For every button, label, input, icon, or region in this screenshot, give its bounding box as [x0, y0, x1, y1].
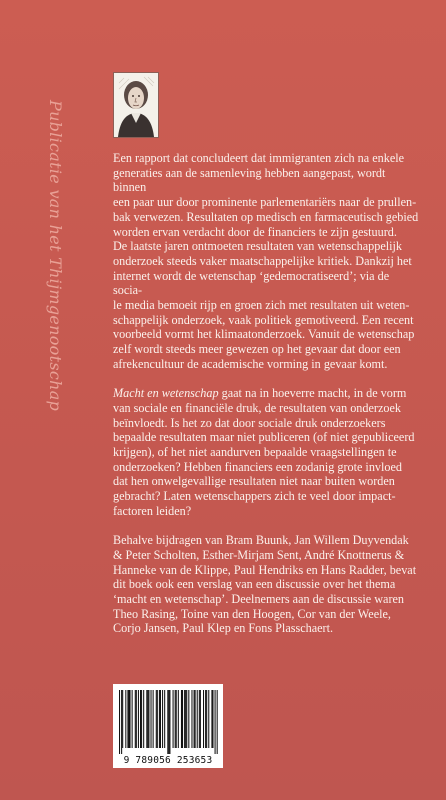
- barcode-bar: [132, 690, 133, 748]
- text-line: voorbeeld vormt het klimaatonderzoek. Vanuit de wetenschap: [113, 327, 415, 342]
- barcode-bar: [146, 690, 147, 748]
- text-line: le media bemoeit rijp en groen zich met resultaten uit weten-: [113, 298, 410, 313]
- barcode-bar: [159, 690, 160, 748]
- text-line: een paar uur door prominente parlementariërs naar de prullen-: [113, 195, 417, 210]
- barcode-bar: [212, 690, 213, 748]
- barcode-bar: [194, 690, 195, 748]
- text-line: De laatste jaren ontmoeten resultaten van wetenschappelijk: [113, 239, 403, 254]
- barcode-bar: [156, 690, 157, 748]
- barcode-bar: [191, 690, 192, 748]
- barcode-bar: [211, 690, 212, 748]
- barcode-bar: [147, 690, 148, 748]
- text-line: krijgen), of het niet aandurven bepaalde vraagstellingen te: [113, 445, 397, 460]
- barcode-bars: [113, 684, 223, 754]
- text-line: worden ervan verdacht door de financiers te zijn gestuurd.: [113, 224, 397, 239]
- barcode-bar: [148, 690, 149, 748]
- barcode-bar: [197, 690, 198, 748]
- blurb-text: [113, 151, 419, 651]
- barcode-bar: [135, 690, 136, 748]
- barcode-bar: [169, 690, 170, 754]
- text-line: Een rapport dat concludeert dat immigranten zich na enkele: [113, 151, 405, 165]
- barcode-bar: [205, 690, 206, 748]
- barcode-bar: [181, 690, 182, 748]
- barcode-bar: [206, 690, 207, 748]
- barcode-bar: [199, 690, 200, 748]
- text-line: bak verwezen. Resultaten op medisch en farmaceutisch gebied: [113, 209, 419, 224]
- barcode-bar: [136, 690, 137, 748]
- barcode-bar: [217, 690, 218, 754]
- barcode-bar: [176, 690, 177, 748]
- isbn-barcode: [113, 684, 223, 768]
- barcode-bar: [164, 690, 165, 748]
- series-title-vertical: Publicatie van het Thijmgenootschap: [46, 100, 65, 412]
- text-line: schappelijk onderzoek, vaak politiek gemotiveerd. Een recent: [113, 312, 414, 327]
- barcode-bar: [153, 690, 154, 748]
- text-line: afrekencultuur de academische vorming in gevaar komt.: [113, 356, 388, 371]
- barcode-bar: [130, 690, 131, 748]
- barcode-bar: [173, 690, 174, 748]
- text-line: Theo Rasing, Toine van den Hoogen, Cor van der Weele,: [113, 606, 391, 621]
- barcode-bar: [128, 690, 129, 748]
- barcode-bar: [186, 690, 187, 748]
- barcode-bar: [119, 690, 120, 754]
- text-line: beïnvloedt. Is het zo dat door sociale druk onderzoekers: [113, 415, 386, 430]
- barcode-bar: [121, 690, 122, 754]
- isbn-digits: 9 789056 253653: [123, 755, 213, 766]
- barcode-bar: [203, 690, 204, 748]
- text-line: & Peter Scholten, Esther-Mirjam Sent, André Knottnerus &: [113, 547, 405, 562]
- barcode-bar: [200, 690, 201, 748]
- text-line: generaties aan de samenleving hebben aangepast, wordt binnen: [113, 165, 386, 195]
- text-line: onderzoeken? Hebben financiers een zodanig grote invloed: [113, 459, 402, 474]
- text-line: bepaalde resultaten maar niet publiceren (of niet gepubliceerd: [113, 430, 415, 445]
- barcode-bar: [184, 690, 185, 748]
- text-line: [113, 386, 419, 401]
- text-line: dit boek ook een verslag van een discussie over het thema: [113, 577, 396, 592]
- blurb-paragraph-2: [113, 386, 419, 518]
- barcode-bar: [162, 690, 163, 748]
- blurb-paragraph-3: [113, 533, 419, 636]
- barcode-bar: [188, 690, 189, 748]
- barcode-bar: [195, 690, 196, 748]
- book-title-italic: Macht en wetenschap: [113, 386, 219, 401]
- text-line: factoren leiden?: [113, 503, 192, 518]
- text-line: dat hen onwelgevallige resultaten niet naar buiten worden: [113, 474, 395, 489]
- text-line-rest: gaat na in hoeverre macht, in de vorm: [218, 386, 407, 401]
- barcode-bar: [125, 690, 126, 748]
- text-line: Behalve bijdragen van Bram Buunk, Jan Willem Duyvendak: [113, 533, 409, 548]
- text-line: ‘macht en wetenschap’. Deelnemers aan de discussie waren: [113, 592, 405, 607]
- barcode-bar: [175, 690, 176, 748]
- barcode-bar: [178, 690, 179, 748]
- portrait-engraving-icon: [113, 72, 159, 138]
- barcode-bar: [140, 690, 141, 748]
- text-line: van sociale en financiële druk, de resultaten van onderzoek: [113, 400, 401, 415]
- barcode-bar: [185, 690, 186, 748]
- barcode-bar: [182, 690, 183, 748]
- barcode-bar: [143, 690, 144, 748]
- barcode-bar: [138, 690, 139, 748]
- barcode-bar: [157, 690, 158, 748]
- text-line: internet wordt de wetenschap ‘gedemocratiseerd’; via de socia-: [113, 268, 390, 298]
- barcode-bar: [122, 690, 123, 748]
- text-line: onderzoek steeds vaker maatschappelijke kritiek. Dankzij het: [113, 253, 412, 268]
- text-line: Corjo Jansen, Paul Klep en Fons Plasschaert.: [113, 621, 334, 636]
- barcode-bar: [160, 690, 161, 748]
- barcode-bar: [167, 690, 168, 754]
- barcode-bar: [215, 690, 216, 754]
- barcode-bar: [208, 690, 209, 748]
- text-line: Hanneke van de Klippe, Paul Hendriks en Hans Radder, bevat: [113, 562, 417, 577]
- barcode-bar: [141, 690, 142, 748]
- blurb-paragraph-1: [113, 151, 419, 372]
- text-line: zelf wordt steeds meer gewezen op het gevaar dat door een: [113, 342, 401, 357]
- barcode-bar: [168, 690, 169, 754]
- barcode-bar: [151, 690, 152, 748]
- text-line: gebracht? Laten wetenschappers zich te veel door impact-: [113, 489, 396, 504]
- barcode-bar: [127, 690, 128, 748]
